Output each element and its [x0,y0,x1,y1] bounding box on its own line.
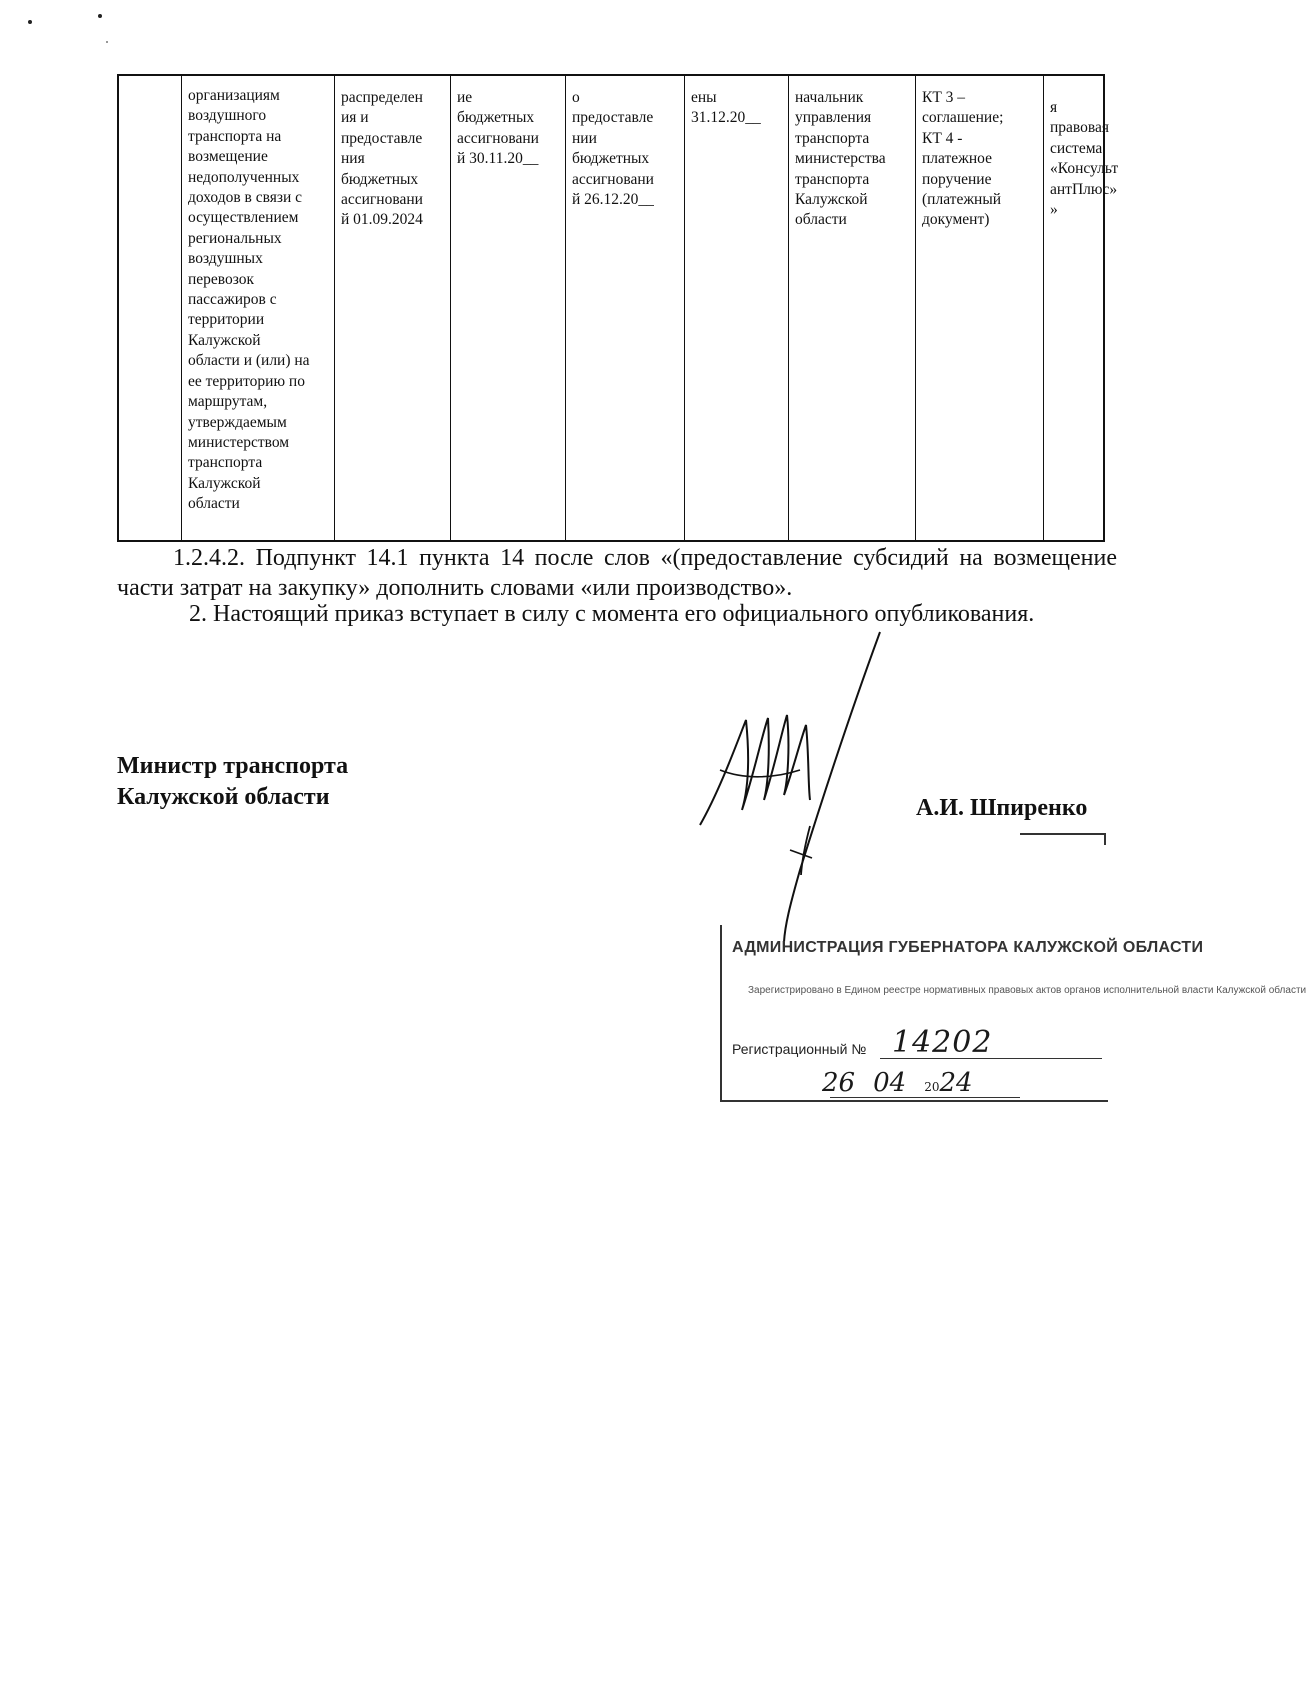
stamp-registration-note: Зарегистрировано в Едином реестре нормативных правовых актов органов исполнительной власти Калужской области [748,985,1306,996]
signer-title [117,751,348,813]
paragraph-effective-date: 2. Настоящий приказ вступает в силу с момента его официального опубликования. [189,601,1035,627]
table-cell-1 [119,76,181,540]
stamp-date-year-suffix: 24 [939,1068,973,1098]
table-cell-responsible: начальник управления транспорта министерства транспорта Калужской области [788,76,915,540]
stamp-date-year-prefix: 20 [924,1080,940,1094]
stamp-reg-label: Регистрационный № [732,1041,867,1057]
table-cell-distribution-date: распределен ия и предоставле ния бюджетных ассигновани й 01.09.2024 [334,76,450,540]
paragraph-amendment: 1.2.4.2. Подпункт 14.1 пункта 14 после слов «(предоставление субсидий на возмещение части затрат на закупку» дополнить словами «или производство». [117,545,1117,601]
registration-stamp [720,925,1306,1102]
table-cell-deadline: ены 31.12.20__ [684,76,788,540]
stamp-date-month: 04 [873,1068,907,1098]
stamp-corner-rule [1020,833,1106,835]
stamp-date-underline [830,1097,1020,1098]
stamp-reg-number: 14202 [892,1025,993,1060]
scan-specks [0,0,120,60]
stamp-organization: АДМИНИСТРАЦИЯ ГУБЕРНАТОРА КАЛУЖСКОЙ ОБЛАСТИ [732,939,1204,956]
signer-title-line2: Калужской области [117,784,330,810]
stamp-date [822,1068,973,1098]
table-cell-control-points: КТ 3 – соглашение; КТ 4 - платежное поручение (платежный документ) [915,76,1043,540]
stamp-corner-tick [1104,833,1106,845]
stamp-date-day: 26 [822,1068,856,1098]
signer-title-line1: Министр транспорта [117,753,349,779]
table-cell-provision-date: о предоставле нии бюджетных ассигновани й 26.12.20__ [565,76,684,540]
table-cell-system: я правовая система «Консульт антПлюс» » [1043,76,1121,540]
table-cell-recipient: организациям воздушного транспорта на возмещение недополученных доходов в связи с осуществлением региональных воздушных перевозок пассажиров с территории Калужской области и (или) на ее территорию по маршрутам, утверждаемым министерством транспорта Калужской области [181,76,334,540]
data-table [117,74,1119,542]
signer-name: А.И. Шпиренко [916,795,1088,821]
table-cell-budget-date: ие бюджетных ассигновани й 30.11.20__ [450,76,565,540]
